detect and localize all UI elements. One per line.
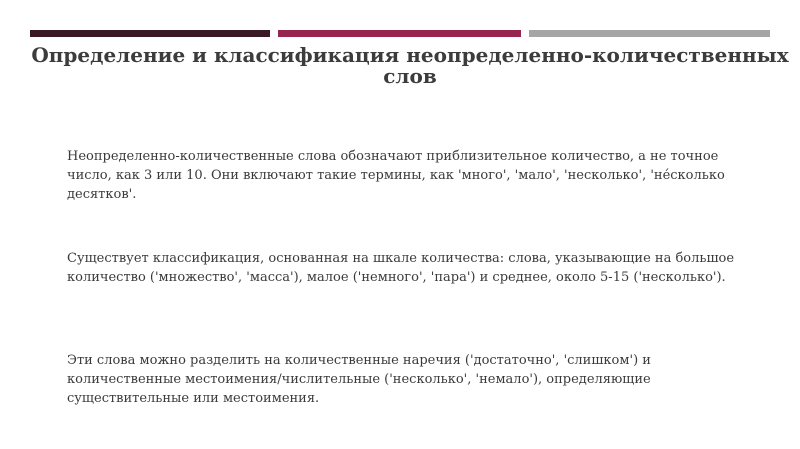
top-bar-dark [30, 30, 270, 37]
decorative-top-bars [30, 30, 770, 37]
top-bar-gray [529, 30, 770, 37]
slide-title: Определение и классификация неопределенно-количественных слов [31, 43, 789, 88]
paragraph-definition: Неопределенно-количественные слова обозначают приблизительное количество, а не точное число, как 3 или 10. Они включают такие термины, как 'много', 'мало', 'несколько', 'не́сколько десятков'. [67, 149, 725, 202]
paragraph-classification: Существует классификация, основанная на шкале количества: слова, указывающие на большое количество ('множество', 'масса'), малое ('немного', 'пара') и среднее, около 5-15 ('несколько'). [67, 251, 735, 285]
paragraph-grammar: Эти слова можно разделить на количественные наречия ('достаточно', 'слишком') и количественные местоимения/числительные ('несколько', 'немало'), определяющие существительные или местоимения. [67, 353, 651, 406]
top-bar-accent [278, 30, 521, 37]
